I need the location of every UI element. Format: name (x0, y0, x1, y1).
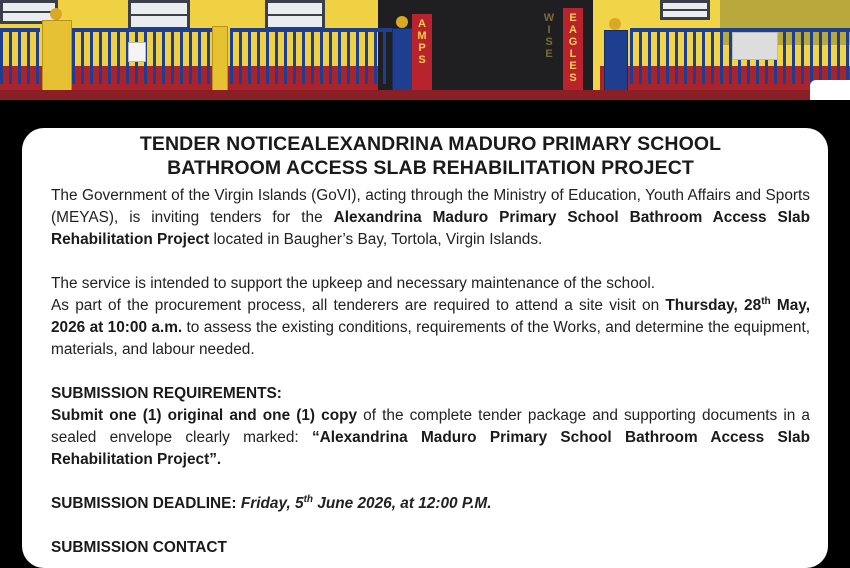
site-visit-text: As part of the procurement process, all tenderers are required to attend a site visit on (51, 297, 666, 314)
notice-title (51, 132, 810, 180)
deadline-value: Friday, 5th June 2026, at 12:00 P.M. (240, 494, 492, 512)
intro-text: The Government of the Virgin Islands (GoVI), acting through the Ministry of Education, Youth Affairs and Sports (MEYAS), is inviting tenders for the (51, 187, 810, 226)
parked-car (810, 80, 850, 100)
site-visit-paragraph (51, 295, 810, 361)
submission-requirements-heading: SUBMISSION REQUIREMENTS: (51, 385, 282, 402)
window (660, 0, 710, 20)
window (128, 0, 190, 30)
blue-fence (72, 28, 222, 84)
site-visit-date: Thursday, 28th May, 2026 at 10:00 a.m. (51, 296, 810, 336)
envelope-marking: “Alexandrina Maduro Primary School Bathroom Access Slab Rehabilitation Project”. (51, 429, 811, 468)
deadline-label: SUBMISSION DEADLINE: (51, 495, 241, 512)
intro-paragraph (51, 185, 810, 251)
blue-fence (0, 28, 40, 84)
pillar-cap (609, 18, 621, 30)
school-photo (0, 0, 850, 100)
service-line: The service is intended to support the upkeep and necessary maintenance of the school. (51, 275, 656, 292)
submission-contact-heading: SUBMISSION CONTACT (51, 539, 227, 556)
gate-pillar (42, 20, 72, 100)
submission-requirements-text: Submit one (1) original and one (1) copy of the complete tender package and supporting documents in a sealed envelope clearly marked: “Alexandrina Maduro Primary School Bathroom Access Slab Rehabilitation Project”. (51, 407, 811, 468)
sign-board (128, 42, 146, 62)
window (265, 0, 325, 30)
gate-pillar (212, 26, 228, 100)
copies-required: Submit one (1) original and one (1) copy (51, 407, 358, 424)
submission-deadline (51, 493, 810, 515)
amps-banner: A M P S (412, 14, 432, 100)
pillar-cap (396, 16, 408, 28)
intro-location: located in Baugher’s Bay, Tortola, Virgin Islands. (209, 231, 543, 248)
notice-title-line1: TENDER NOTICEALEXANDRINA MADURO PRIMARY SCHOOL (139, 133, 722, 155)
wise-banner: W I S E (543, 12, 555, 60)
tender-notice-card (22, 128, 828, 568)
pillar-cap (50, 8, 62, 20)
project-name: Alexandrina Maduro Primary School Bathroom Access Slab Rehabilitation Project (51, 209, 810, 248)
site-visit-purpose: to assess the existing conditions, requirements of the Works, and determine the equipment, materials, and labour needed. (51, 319, 810, 358)
eagles-banner: E A G L E S (563, 8, 583, 100)
sign-board (732, 32, 778, 60)
street (0, 90, 850, 100)
notice-title-line2: BATHROOM ACCESS SLAB REHABILITATION PROJECT (167, 157, 694, 179)
blue-fence (230, 28, 392, 84)
